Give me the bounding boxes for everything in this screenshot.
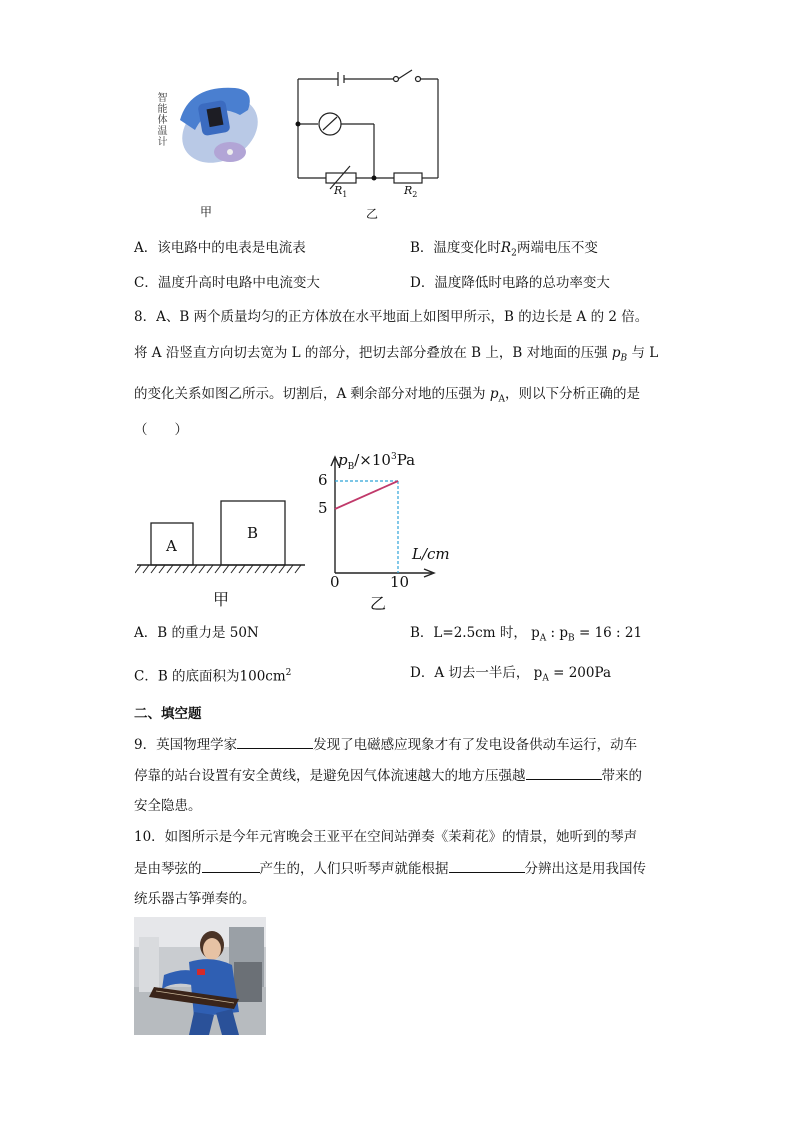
x-axis-label: L/cm	[412, 545, 450, 563]
q7-option-a: A．该电路中的电表是电流表	[134, 240, 306, 256]
figure-caption-yi: 乙	[366, 207, 379, 221]
answer-blank[interactable]	[526, 765, 602, 780]
q9-line-2: 停靠的站台设置有安全黄线，是避免因气体流速越大的地方压强越 带来的	[134, 765, 642, 786]
q8-line-1: 8．A、B 两个质量均匀的正方体放在水平地面上如图甲所示，B 的边长是 A 的 2 倍。	[134, 309, 649, 325]
section-title: 二、填空题	[134, 706, 202, 722]
circuit-diagram	[290, 62, 450, 200]
y-tick-6: 6	[318, 471, 328, 489]
q10-line-2: 是由琴弦的 产生的，人们只听琴声就能根据 分辨出这是用我国传	[134, 858, 646, 879]
thermometer-image	[170, 80, 260, 170]
q7-option-d: D．温度降低时电路的总功率变大	[410, 275, 610, 291]
r2-label: $R_2$	[404, 184, 418, 200]
x-tick-10: 10	[390, 573, 410, 591]
figure-caption-yi-2: 乙	[370, 594, 387, 613]
block-a-label: A	[166, 537, 177, 555]
block-b-label: B	[247, 524, 259, 542]
q8-option-d: D．A 切去一半后， $p_A = 200Pa$	[410, 665, 611, 684]
y-axis-label: $p_B/\times 10^3Pa$	[338, 451, 416, 472]
blocks-figure	[135, 495, 310, 610]
q8-line-2: 将 A 沿竖直方向切去宽为 L 的部分，把切去部分叠放在 B 上，B 对地面的压强 $p_B$ 与 L	[134, 345, 659, 364]
q10-line-3: 统乐器古筝弹奏的。	[134, 891, 256, 907]
q9-line-1: 9．英国物理学家 发现了电磁感应现象才有了发电设备供动车运行，动车	[134, 734, 637, 755]
y-tick-5: 5	[318, 499, 328, 517]
q8-option-b: B．L=2.5cm 时， $p_A$ : $p_B = 16$ : 21	[410, 625, 643, 644]
figure-caption-jia-2: 甲	[213, 590, 230, 609]
q8-line-3: 的变化关系如图乙所示。切割后，A 剩余部分对地的压强为 $p_A$，则以下分析正确的是	[134, 386, 640, 405]
circuit-figure	[290, 62, 450, 222]
blocks-diagram	[135, 495, 310, 580]
q8-option-c: C．B 的底面积为$100cm^2$	[134, 668, 292, 685]
pressure-graph	[310, 445, 460, 615]
answer-blank[interactable]	[449, 858, 525, 873]
q8-answer-paren: （ ）	[134, 422, 188, 438]
x-tick-0: 0	[330, 573, 340, 591]
answer-blank[interactable]	[202, 858, 260, 873]
r1-label: $R_1$	[334, 184, 348, 200]
q9-line-3: 安全隐患。	[134, 798, 202, 814]
q10-line-1: 10．如图所示是今年元宵晚会王亚平在空间站弹奏《茉莉花》的情景，她听到的琴声	[134, 829, 638, 845]
q8-option-a: A．B 的重力是 50N	[134, 625, 259, 641]
thermometer-figure	[150, 80, 260, 219]
answer-blank[interactable]	[237, 734, 313, 749]
figure-caption-jia: 甲	[200, 205, 213, 219]
q7-option-c: C．温度升高时电路中电流变大	[134, 275, 320, 291]
astronaut-photo	[134, 917, 266, 1035]
q7-option-b: B．温度变化时$R_2$两端电压不变	[410, 240, 598, 259]
thermometer-vertical-label: 智能体温计	[155, 92, 166, 147]
